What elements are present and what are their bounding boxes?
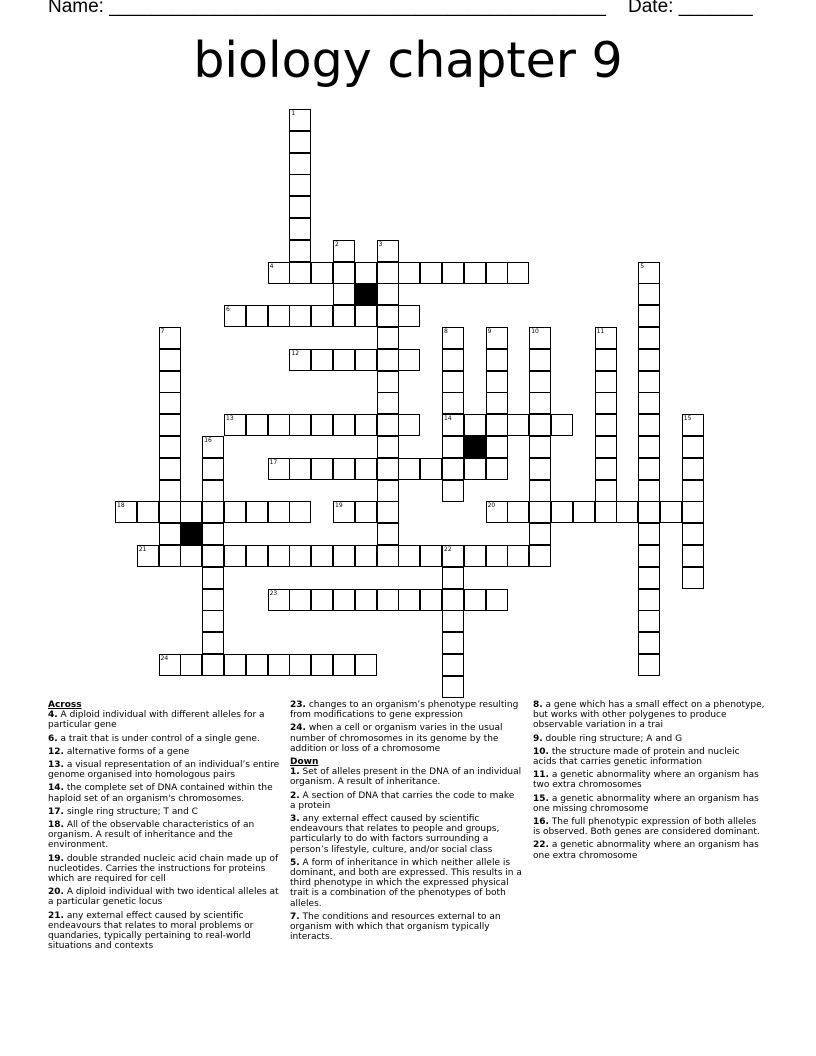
grid-cell[interactable]: [311, 458, 333, 480]
clue-number: 3: [378, 240, 383, 248]
grid-cell[interactable]: [442, 610, 464, 632]
grid-cell[interactable]: [137, 501, 159, 523]
clue-down-5: 5. A form of inheritance in which neither allele is dominant, and both are expressed. This results in a third phenotype in which the expressed physical trait is a combination of the phenotypes of both alleles.: [290, 857, 522, 909]
clue-number: 4: [269, 262, 274, 270]
grid-cell[interactable]: [682, 545, 704, 567]
grid-cell[interactable]: [377, 305, 399, 327]
clue-down-7: 7. The conditions and resources external to an organism with which that organism typically interacts.: [290, 911, 501, 943]
grid-cell[interactable]: [682, 567, 704, 589]
grid-cell[interactable]: [595, 392, 617, 414]
grid-cell[interactable]: [268, 262, 290, 284]
grid-cell[interactable]: [638, 458, 660, 480]
grid-cell[interactable]: [333, 262, 355, 284]
grid-cell[interactable]: [377, 349, 399, 371]
grid-cell[interactable]: [398, 458, 420, 480]
grid-cell[interactable]: [464, 545, 486, 567]
grid-cell[interactable]: [442, 480, 464, 502]
clue-number: 20: [487, 502, 496, 510]
grid-cell[interactable]: [159, 458, 181, 480]
grid-cell[interactable]: [442, 458, 464, 480]
grid-cell[interactable]: [377, 523, 399, 545]
grid-cell[interactable]: [638, 283, 660, 305]
grid-cell[interactable]: [638, 501, 660, 523]
black-square: [180, 523, 202, 545]
grid-cell[interactable]: [289, 218, 311, 240]
clue-number: 21: [138, 546, 147, 553]
grid-cell[interactable]: [202, 545, 224, 567]
clue-number: 2: [335, 240, 339, 248]
clue-across-18: 18. All of the observable characteristics of an organism. A result of inheritance and the environment.: [48, 820, 255, 851]
grid-cell[interactable]: [486, 414, 508, 436]
grid-cell[interactable]: [137, 545, 159, 567]
grid-cell[interactable]: [333, 305, 355, 327]
grid-cell[interactable]: [377, 589, 399, 611]
grid-cell[interactable]: [682, 458, 704, 480]
grid-cell[interactable]: [202, 523, 224, 545]
grid-cell[interactable]: [180, 654, 202, 676]
grid-cell[interactable]: [638, 654, 660, 676]
grid-cell[interactable]: [486, 501, 508, 523]
grid-cell[interactable]: [355, 458, 377, 480]
grid-cell[interactable]: [377, 501, 399, 523]
clue-across-23: 23. changes to an organism’s phenotype resulting from modifications to gene expression: [290, 700, 519, 721]
grid-cell[interactable]: [529, 523, 551, 545]
grid-cell[interactable]: [180, 545, 202, 567]
clue-across-21: 21. any external effect caused by scientific endeavours that relates to moral problems or quandaries, typically pertaining to real-world situations and contexts: [48, 910, 254, 952]
grid-cell[interactable]: [486, 436, 508, 458]
clue-across-24: 24. when a cell or organism varies in the usual number of chromosomes in its genome by the addition or loss of a chromosome: [290, 723, 503, 754]
grid-cell[interactable]: [442, 632, 464, 654]
grid-cell[interactable]: [355, 589, 377, 611]
clue-across-19: 19. double stranded nucleic acid chain made up of nucleotides. Carries the instructions for proteins which are required for cell: [48, 853, 279, 885]
grid-cell[interactable]: [311, 305, 333, 327]
grid-cell[interactable]: [202, 458, 224, 480]
grid-cell[interactable]: [529, 545, 551, 567]
grid-cell[interactable]: [289, 501, 311, 523]
grid-cell[interactable]: [529, 349, 551, 371]
grid-cell[interactable]: [289, 196, 311, 218]
grid-cell[interactable]: [529, 436, 551, 458]
black-square: [464, 436, 486, 458]
grid-cell[interactable]: [486, 371, 508, 393]
clue-number: 11: [596, 328, 605, 335]
grid-cell[interactable]: [202, 567, 224, 589]
grid-cell[interactable]: [486, 349, 508, 371]
grid-cell[interactable]: [333, 545, 355, 567]
grid-cell[interactable]: [289, 262, 311, 284]
clue-number: 22: [444, 546, 452, 553]
grid-cell[interactable]: [377, 545, 399, 567]
grid-cell[interactable]: [638, 610, 660, 632]
grid-cell[interactable]: [529, 458, 551, 480]
grid-cell[interactable]: [289, 458, 311, 480]
grid-cell[interactable]: [333, 414, 355, 436]
grid-cell[interactable]: [159, 327, 181, 349]
grid-cell[interactable]: [638, 480, 660, 502]
grid-cell[interactable]: [595, 480, 617, 502]
grid-cell[interactable]: [377, 240, 399, 262]
grid-cell[interactable]: [398, 262, 420, 284]
grid-cell[interactable]: [202, 610, 224, 632]
grid-cell[interactable]: [442, 327, 464, 349]
grid-cell[interactable]: [595, 458, 617, 480]
grid-cell[interactable]: [180, 501, 202, 523]
grid-cell[interactable]: [377, 480, 399, 502]
clue-across-6: 6. a trait that is under control of a single gene.: [48, 733, 260, 744]
clue-across-20: 20. A diploid individual with two identical alleles at a particular genetic locus: [48, 887, 279, 908]
grid-cell[interactable]: [355, 414, 377, 436]
grid-cell[interactable]: [311, 589, 333, 611]
grid-cell[interactable]: [159, 654, 181, 676]
grid-cell[interactable]: [529, 392, 551, 414]
clue-number: 7: [160, 328, 165, 335]
grid-cell[interactable]: [289, 589, 311, 611]
grid-cell[interactable]: [682, 523, 704, 545]
grid-cell[interactable]: [159, 436, 181, 458]
clue-number: 24: [160, 655, 169, 662]
grid-cell[interactable]: [486, 392, 508, 414]
grid-cell[interactable]: [355, 262, 377, 284]
grid-cell[interactable]: [529, 480, 551, 502]
grid-cell[interactable]: [311, 414, 333, 436]
clue-across-14: 14. the complete set of DNA contained within the haploid set of an organism's chromosomes.: [48, 783, 273, 804]
grid-cell[interactable]: [442, 414, 464, 436]
grid-cell[interactable]: [355, 349, 377, 371]
clue-down-1: 1. Set of alleles present in the DNA of an individual organism. A result of inheritance.: [290, 767, 522, 788]
grid-cell[interactable]: [551, 414, 573, 436]
clue-down-2: 2. A section of DNA that carries the code to make a protein: [290, 790, 515, 811]
grid-cell[interactable]: [638, 523, 660, 545]
grid-cell[interactable]: [246, 501, 268, 523]
grid-cell[interactable]: [159, 545, 181, 567]
grid-cell[interactable]: [420, 589, 442, 611]
clue-down-16: 16. The full phenotypic expression of both alleles is observed. Both genes are considered dominant.: [533, 817, 760, 838]
grid-cell[interactable]: [115, 501, 137, 523]
clue-number: 15: [683, 415, 692, 423]
grid-cell[interactable]: [246, 305, 268, 327]
clue-number: 1: [291, 110, 296, 117]
grid-cell[interactable]: [224, 414, 246, 436]
grid-cell[interactable]: [289, 545, 311, 567]
grid-cell[interactable]: [638, 545, 660, 567]
clues-column-3: [533, 700, 765, 864]
clue-number: 13: [226, 415, 234, 423]
grid-cell[interactable]: [268, 501, 290, 523]
grid-cell[interactable]: [398, 414, 420, 436]
grid-cell[interactable]: [442, 262, 464, 284]
grid-cell[interactable]: [464, 414, 486, 436]
grid-cell[interactable]: [507, 501, 529, 523]
grid-cell[interactable]: [638, 589, 660, 611]
grid-cell[interactable]: [246, 654, 268, 676]
clue-number: 9: [487, 328, 492, 335]
black-square: [355, 283, 377, 305]
grid-cell[interactable]: [682, 436, 704, 458]
grid-cell[interactable]: [246, 545, 268, 567]
clue-number: 5: [640, 262, 645, 270]
grid-cell[interactable]: [464, 589, 486, 611]
grid-cell[interactable]: [355, 501, 377, 523]
grid-cell[interactable]: [333, 283, 355, 305]
grid-cell[interactable]: [202, 589, 224, 611]
grid-cell[interactable]: [442, 654, 464, 676]
grid-cell[interactable]: [355, 545, 377, 567]
grid-cell[interactable]: [159, 480, 181, 502]
clue-down-15: 15. a genetic abnormality where an organism has one missing chromosome: [533, 793, 759, 814]
grid-cell[interactable]: [660, 501, 682, 523]
grid-cell[interactable]: [355, 305, 377, 327]
grid-cell[interactable]: [268, 414, 290, 436]
grid-cell[interactable]: [638, 414, 660, 436]
clue-down-10: 10. the structure made of protein and nucleic acids that carries genetic information: [533, 746, 740, 768]
grid-cell[interactable]: [202, 654, 224, 676]
clue-number: 18: [117, 502, 125, 510]
grid-cell[interactable]: [159, 501, 181, 523]
grid-cell[interactable]: [289, 240, 311, 262]
clue-number: 6: [226, 306, 230, 314]
grid-cell[interactable]: [486, 327, 508, 349]
grid-cell[interactable]: [289, 174, 311, 196]
grid-cell[interactable]: [333, 501, 355, 523]
grid-cell[interactable]: [159, 392, 181, 414]
grid-cell[interactable]: [420, 458, 442, 480]
grid-cell[interactable]: [268, 545, 290, 567]
clue-down-22: 22. a genetic abnormality where an organism has one extra chromosome: [533, 840, 759, 861]
across-heading: Across: [48, 700, 82, 710]
grid-cell[interactable]: [333, 654, 355, 676]
grid-cell[interactable]: [289, 131, 311, 153]
grid-cell[interactable]: [289, 349, 311, 371]
grid-cell[interactable]: [268, 305, 290, 327]
grid-cell[interactable]: [442, 392, 464, 414]
grid-cell[interactable]: [224, 501, 246, 523]
grid-cell[interactable]: [529, 414, 551, 436]
grid-cell[interactable]: [377, 436, 399, 458]
clue-down-8: 8. a gene which has a small effect on a phenotype, but works with other polygenes to produce observable variation in a trai: [533, 700, 765, 731]
down-heading: Down: [290, 757, 319, 768]
grid-cell[interactable]: [638, 632, 660, 654]
grid-cell[interactable]: [442, 567, 464, 589]
grid-cell[interactable]: [638, 349, 660, 371]
grid-cell[interactable]: [377, 327, 399, 349]
grid-cell[interactable]: [464, 262, 486, 284]
clue-number: 16: [204, 437, 212, 444]
grid-cell[interactable]: [442, 371, 464, 393]
grid-cell[interactable]: [486, 458, 508, 480]
grid-cell[interactable]: [268, 589, 290, 611]
clue-number: 23: [269, 589, 278, 597]
grid-cell[interactable]: [595, 436, 617, 458]
grid-cell[interactable]: [638, 392, 660, 414]
grid-cell[interactable]: [398, 589, 420, 611]
grid-cell[interactable]: [355, 654, 377, 676]
clue-down-9: 9. double ring structure; A and G: [533, 733, 683, 744]
grid-cell[interactable]: [289, 109, 311, 131]
grid-cell[interactable]: [311, 349, 333, 371]
grid-cell[interactable]: [268, 654, 290, 676]
clue-number: 14: [444, 415, 452, 423]
grid-cell[interactable]: [377, 262, 399, 284]
grid-cell[interactable]: [333, 349, 355, 371]
clue-across-12: 12. alternative forms of a gene: [48, 746, 190, 757]
grid-cell[interactable]: [377, 371, 399, 393]
grid-cell[interactable]: [246, 414, 268, 436]
grid-cell[interactable]: [464, 458, 486, 480]
grid-cell[interactable]: [638, 327, 660, 349]
name-field[interactable]: Name: _______________________________________________: [48, 0, 606, 17]
grid-cell[interactable]: [442, 589, 464, 611]
grid-cell[interactable]: [682, 501, 704, 523]
grid-cell[interactable]: [289, 654, 311, 676]
grid-cell[interactable]: [159, 523, 181, 545]
clue-across-4: 4. A diploid individual with different alleles for a particular gene: [48, 710, 265, 731]
grid-cell[interactable]: [202, 436, 224, 458]
grid-cell[interactable]: [638, 305, 660, 327]
grid-cell[interactable]: [638, 371, 660, 393]
clues-column-2: [290, 700, 522, 945]
grid-cell[interactable]: [638, 436, 660, 458]
grid-cell[interactable]: [202, 501, 224, 523]
grid-cell[interactable]: [377, 414, 399, 436]
grid-cell[interactable]: [551, 501, 573, 523]
grid-cell[interactable]: [573, 501, 595, 523]
grid-cell[interactable]: [529, 371, 551, 393]
grid-cell[interactable]: [377, 458, 399, 480]
grid-cell[interactable]: [507, 545, 529, 567]
grid-cell[interactable]: [398, 545, 420, 567]
grid-cell[interactable]: [595, 327, 617, 349]
grid-cell[interactable]: [442, 676, 464, 698]
grid-cell[interactable]: [682, 414, 704, 436]
clue-number: 19: [335, 502, 343, 510]
grid-cell[interactable]: [638, 262, 660, 284]
grid-cell[interactable]: [268, 458, 290, 480]
grid-cell[interactable]: [224, 545, 246, 567]
grid-cell[interactable]: [595, 414, 617, 436]
grid-cell[interactable]: [442, 545, 464, 567]
grid-cell[interactable]: [486, 545, 508, 567]
clue-across-17: 17. single ring structure; T and C: [48, 806, 198, 817]
grid-cell[interactable]: [442, 349, 464, 371]
grid-cell[interactable]: [377, 392, 399, 414]
grid-cell[interactable]: [159, 349, 181, 371]
grid-cell[interactable]: [311, 545, 333, 567]
grid-cell[interactable]: [486, 589, 508, 611]
clue-number: 17: [269, 458, 278, 466]
grid-cell[interactable]: [289, 305, 311, 327]
page-title: biology chapter 9: [193, 32, 623, 89]
grid-cell[interactable]: [159, 414, 181, 436]
grid-cell[interactable]: [420, 262, 442, 284]
grid-cell[interactable]: [529, 501, 551, 523]
clue-number: 8: [444, 328, 448, 335]
grid-cell[interactable]: [202, 480, 224, 502]
grid-cell[interactable]: [529, 327, 551, 349]
grid-cell[interactable]: [224, 305, 246, 327]
grid-cell[interactable]: [159, 371, 181, 393]
grid-cell[interactable]: [398, 349, 420, 371]
grid-cell[interactable]: [333, 589, 355, 611]
grid-cell[interactable]: [682, 480, 704, 502]
grid-cell[interactable]: [289, 414, 311, 436]
clue-number: 10: [531, 328, 539, 335]
grid-cell[interactable]: [311, 654, 333, 676]
grid-cell[interactable]: [616, 501, 638, 523]
grid-cell[interactable]: [377, 283, 399, 305]
grid-cell[interactable]: [333, 240, 355, 262]
clue-down-3: 3. any external effect caused by scientific endeavours that relates to people and groups, particularly to do with factors surrounding a person’s lifestyle, culture, and/or social class: [290, 814, 500, 855]
grid-cell[interactable]: [507, 262, 529, 284]
grid-cell[interactable]: [595, 501, 617, 523]
grid-cell[interactable]: [638, 567, 660, 589]
grid-cell[interactable]: [595, 371, 617, 393]
grid-cell[interactable]: [420, 545, 442, 567]
grid-cell[interactable]: [333, 458, 355, 480]
grid-cell[interactable]: [202, 632, 224, 654]
grid-cell[interactable]: [398, 305, 420, 327]
clues-column-1: [48, 700, 280, 954]
clue-down-11: 11. a genetic abnormality where an organism has two extra chromosomes: [533, 770, 759, 791]
grid-cell[interactable]: [289, 153, 311, 175]
clue-number: 12: [291, 349, 300, 357]
date-field[interactable]: Date: _______: [628, 0, 753, 17]
grid-cell[interactable]: [442, 436, 464, 458]
grid-cell[interactable]: [507, 414, 529, 436]
grid-cell[interactable]: [595, 349, 617, 371]
grid-cell[interactable]: [486, 262, 508, 284]
grid-cell[interactable]: [311, 262, 333, 284]
clue-across-13: 13. a visual representation of an individual’s entire genome organised into homologous pairs: [48, 760, 280, 781]
grid-cell[interactable]: [224, 654, 246, 676]
